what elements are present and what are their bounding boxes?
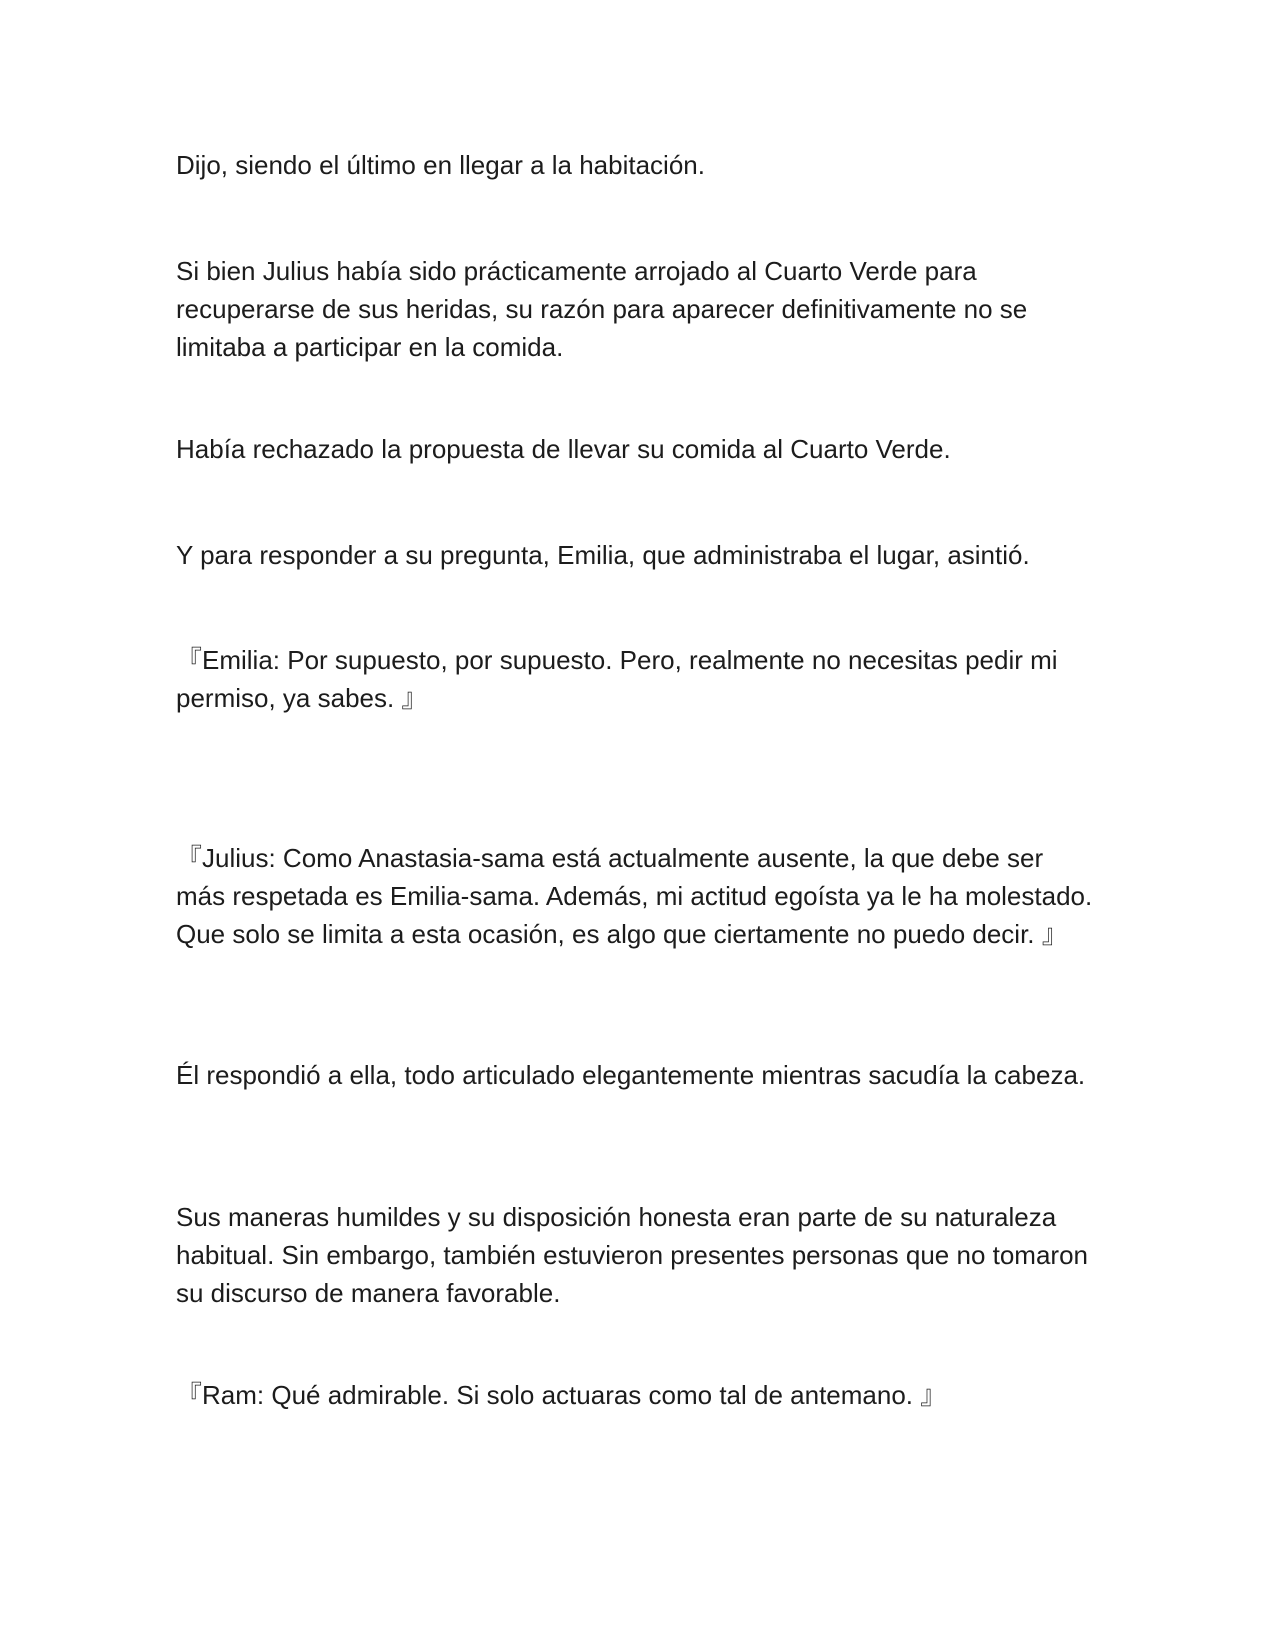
paragraph-dialogue-julius: 『Julius: Como Anastasia-sama está actualmente ausente, la que debe ser más respetada es Emilia-sama. Además, mi actitud egoísta ya le ha molestado. Que solo se limita a esta ocasión, es algo que ciertamente no puedo decir. 』	[176, 843, 1093, 949]
paragraph-dialogue-emilia: 『Emilia: Por supuesto, por supuesto. Pero, realmente no necesitas pedir mi permiso, ya sabes. 』	[176, 645, 1058, 713]
paragraph-narration: Había rechazado la propuesta de llevar su comida al Cuarto Verde.	[176, 434, 951, 464]
paragraph-narration: Sus maneras humildes y su disposición honesta eran parte de su naturaleza habitual. Sin embargo, también estuvieron presentes personas que no tomaron su discurso de manera favorable.	[176, 1202, 1089, 1308]
paragraph-narration: Si bien Julius había sido prácticamente arrojado al Cuarto Verde para recuperarse de sus heridas, su razón para aparecer definitivamente no se limitaba a participar en la comida.	[176, 256, 1028, 362]
paragraph-narration: Y para responder a su pregunta, Emilia, que administraba el lugar, asintió.	[176, 540, 1030, 570]
paragraph-narration: Dijo, siendo el último en llegar a la habitación.	[176, 150, 705, 180]
paragraph-narration: Él respondió a ella, todo articulado elegantemente mientras sacudía la cabeza.	[176, 1060, 1086, 1090]
paragraph-dialogue-ram: 『Ram: Qué admirable. Si solo actuaras como tal de antemano. 』	[176, 1380, 947, 1410]
